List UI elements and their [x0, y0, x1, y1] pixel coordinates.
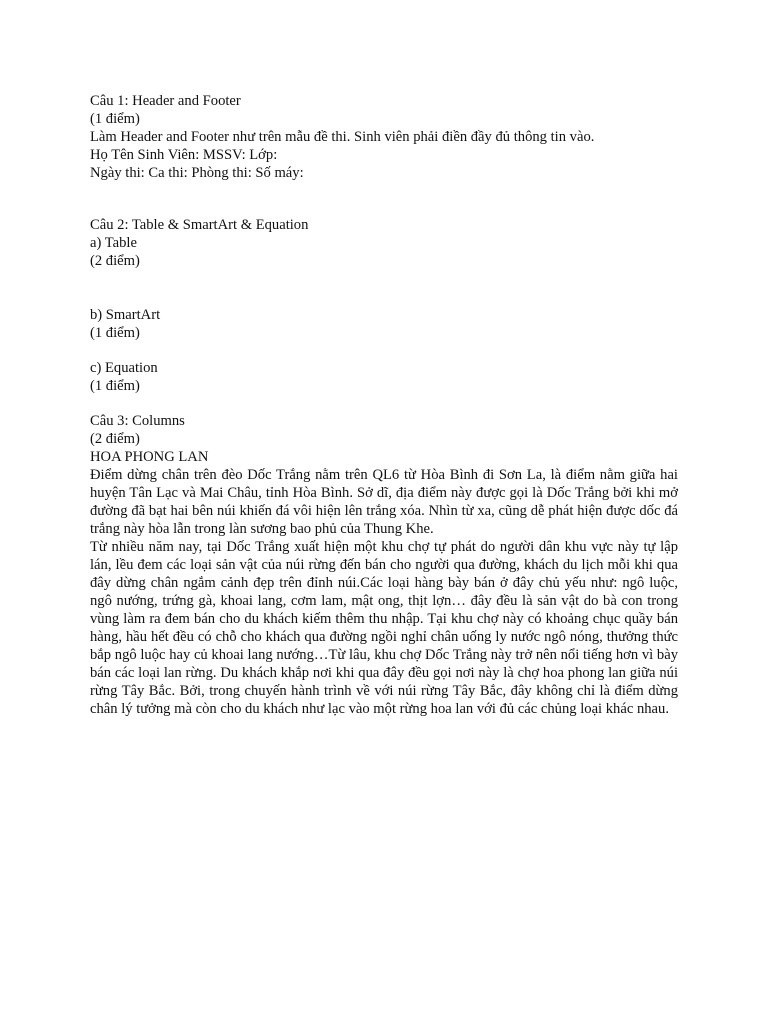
spacer: [90, 395, 678, 412]
document-page: [90, 92, 678, 718]
q3-paragraph-2: Từ nhiều năm nay, tại Dốc Trắng xuất hiện một khu chợ tự phát do người dân khu vực này tự lập lán, lều đem các loại sản vật của núi rừng đến bán cho người qua đường, khách du lịch mỗi khi qua đây dừng chân ngắm cảnh đẹp trên đỉnh núi.Các loại hàng bày bán ở đây chủ yếu như: ngô luộc, ngô nướng, trứng gà, khoai lang, cơm lam, mật ong, thịt lợn… đây đều là sản vật do bà con trong vùng làm ra đem bán cho du khách kiếm thêm thu nhập. Tại khu chợ này có khoảng chục quầy bán hàng, hầu hết đều có chỗ cho khách qua đường ngồi nghỉ chân uống ly nước ngô nóng, thưởng thức bắp ngô luộc hay củ khoai lang nướng…Từ lâu, khu chợ Dốc Trắng này trở nên nổi tiếng hơn vì bày bán các loại lan rừng. Du khách khắp nơi khi qua đây đều gọi nơi này là chợ hoa phong lan giữa núi rừng Tây Bắc. Bởi, trong chuyến hành trình về với núi rừng Tây Bắc, đây không chỉ là điểm dừng chân lý tưởng mà còn cho du khách như lạc vào một rừng hoa lan với đủ các chủng loại khác nhau.: [90, 539, 678, 717]
spacer: [90, 342, 678, 359]
q1-exam-info: Ngày thi: Ca thi: Phòng thi: Số máy:: [90, 165, 304, 181]
q2-title: Câu 2: Table & SmartArt & Equation: [90, 217, 309, 233]
q2-c-points: (1 điểm): [90, 378, 140, 394]
q2-b-label: b) SmartArt: [90, 307, 161, 323]
q2-c-label: c) Equation: [90, 360, 158, 376]
q3-points: (2 điểm): [90, 431, 140, 447]
spacer: [90, 270, 678, 306]
q1-points: (1 điểm): [90, 111, 140, 127]
q2-a-points: (2 điểm): [90, 253, 140, 269]
q1-student-info: Họ Tên Sinh Viên: MSSV: Lớp:: [90, 147, 278, 163]
q2-b-points: (1 điểm): [90, 325, 140, 341]
q1-instruction: Làm Header and Footer như trên mẫu đề thi. Sinh viên phải điền đầy đủ thông tin vào.: [90, 129, 595, 145]
q3-title: Câu 3: Columns: [90, 413, 185, 429]
q3-paragraph-1: Điểm dừng chân trên đèo Dốc Trắng nằm trên QL6 từ Hòa Bình đi Sơn La, là điểm nằm giữa hai huyện Tân Lạc và Mai Châu, tỉnh Hòa Bình. Sở dĩ, địa điểm này được gọi là Dốc Trắng bởi khi mở đường đã bạt hai bên núi khiến đá vôi hiện lên trắng xóa. Nhìn từ xa, cũng dễ phát hiện được dốc đá trắng này hòa lẫn trong làn sương bao phủ của Thung Khe.: [90, 467, 678, 537]
q1-title: Câu 1: Header and Footer: [90, 93, 241, 109]
q3-heading: HOA PHONG LAN: [90, 449, 209, 465]
spacer: [90, 182, 678, 216]
q2-a-label: a) Table: [90, 235, 137, 251]
